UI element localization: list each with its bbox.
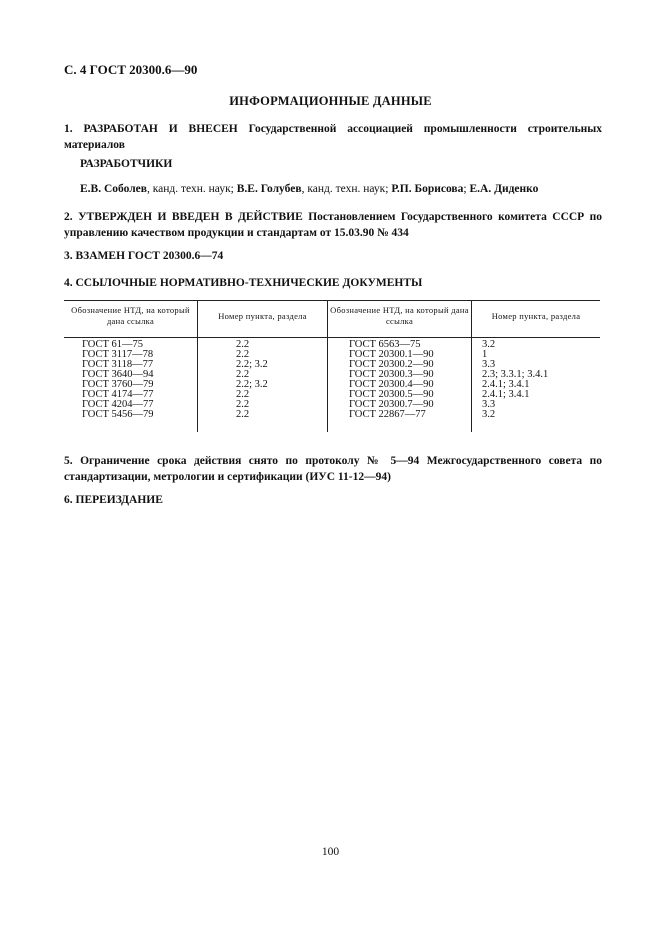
table-header-cell: Обозначение НТД, на который дана ссылка [71,305,190,326]
table-cell: 3.2 [482,339,496,350]
page-number: 100 [321,846,340,858]
table-cell: ГОСТ 20300.7—90 [349,399,434,410]
table-cell: ГОСТ 3640—94 [82,369,154,380]
table-cell: ГОСТ 5456—79 [82,409,154,420]
table-column-left-docs [82,340,154,420]
section-2-number: 2. [64,211,73,223]
section-5-text: Ограничение срока действия снято по протоколу № 5—94 Межгосударственного совета по стандартизации, метрологии и сертификации (ИУС 11-12—94) [64,455,603,483]
table-cell: ГОСТ 22867—77 [349,409,426,420]
table-cell: 3.3 [482,359,496,370]
table-cell: 2.2 [236,389,250,400]
table-cell: 3.3 [482,399,496,410]
table-cell: ГОСТ 20300.1—90 [349,349,434,360]
table-cell: 2.4.1; 3.4.1 [482,379,530,390]
table-cell: 2.2 [236,369,250,380]
table-cell: ГОСТ 6563—75 [349,339,421,350]
table-cell: ГОСТ 20300.2—90 [349,359,434,370]
developer-degree: ; [463,183,470,195]
table-cell: ГОСТ 61—75 [82,339,144,350]
table-cell: 2.2; 3.2 [236,359,268,370]
section-1 [64,121,602,153]
table-header-cell: Номер пункта, раздела [491,311,581,321]
table-cell: 2.3; 3.3.1; 3.4.1 [482,369,549,380]
table-cell: ГОСТ 20300.3—90 [349,369,434,380]
table-cell: 2.4.1; 3.4.1 [482,389,530,400]
table-header-cell: Номер пункта, раздела [218,311,307,321]
section-2 [64,209,602,241]
section-1-number: 1. [64,123,73,135]
table-cell: ГОСТ 4204—77 [82,399,154,410]
table-cell: ГОСТ 3118—77 [82,359,154,370]
section-1-text: Государственной ассоциацией промышленности строительных материалов [64,123,603,151]
section-3: 3. ВЗАМЕН ГОСТ 20300.6—74 [64,250,224,262]
section-5 [64,453,602,485]
developer-name: Е.В. Соболев [80,183,147,195]
table-column-right-docs [349,340,434,420]
section-2-text: Постановлением Государственного комитета СССР по управлению качеством продукции и стандартам от 15.03.90 № 434 [64,211,603,239]
table-cell: 2.2 [236,339,250,350]
section-1-lead: РАЗРАБОТАН И ВНЕСЕН [83,123,238,135]
table-cell: 2.2 [236,409,250,420]
developer-degree: , канд. техн. наук; [301,183,392,195]
developers-heading: РАЗРАБОТЧИКИ [80,158,173,170]
table-cell: ГОСТ 3117—78 [82,349,154,360]
developer-name: Е.А. Диденко [469,183,539,195]
developer-name: В.Е. Голубев [236,183,302,195]
developers-list [80,183,538,195]
table-cell: 2.2 [236,399,250,410]
table-header-cell: Обозначение НТД, на который дана ссылка [330,305,469,326]
section-2-lead: УТВЕРЖДЕН И ВВЕДЕН В ДЕЙСТВИЕ [78,211,303,223]
section-5-number: 5. [64,455,73,467]
table-cell: 3.2 [482,409,496,420]
developer-name: Р.П. Борисова [391,183,464,195]
table-cell: 2.2; 3.2 [236,379,268,390]
table-cell: ГОСТ 3760—79 [82,379,154,390]
section-6: 6. ПЕРЕИЗДАНИЕ [64,494,163,506]
reference-table [64,300,600,432]
section-4-heading: 4. ССЫЛОЧНЫЕ НОРМАТИВНО-ТЕХНИЧЕСКИЕ ДОКУМЕНТЫ [64,277,423,289]
table-column-right-items [482,340,548,420]
table-cell: ГОСТ 20300.5—90 [349,389,434,400]
page-header: С. 4 ГОСТ 20300.6—90 [64,62,198,77]
page-title: ИНФОРМАЦИОННЫЕ ДАННЫЕ [229,94,432,108]
table-cell: 1 [482,349,488,360]
developer-degree: , канд. техн. наук; [146,183,237,195]
table-cell: 2.2 [236,349,250,360]
table-cell: ГОСТ 20300.4—90 [349,379,434,390]
table-cell: ГОСТ 4174—77 [82,389,154,400]
table-column-left-items [236,340,268,420]
